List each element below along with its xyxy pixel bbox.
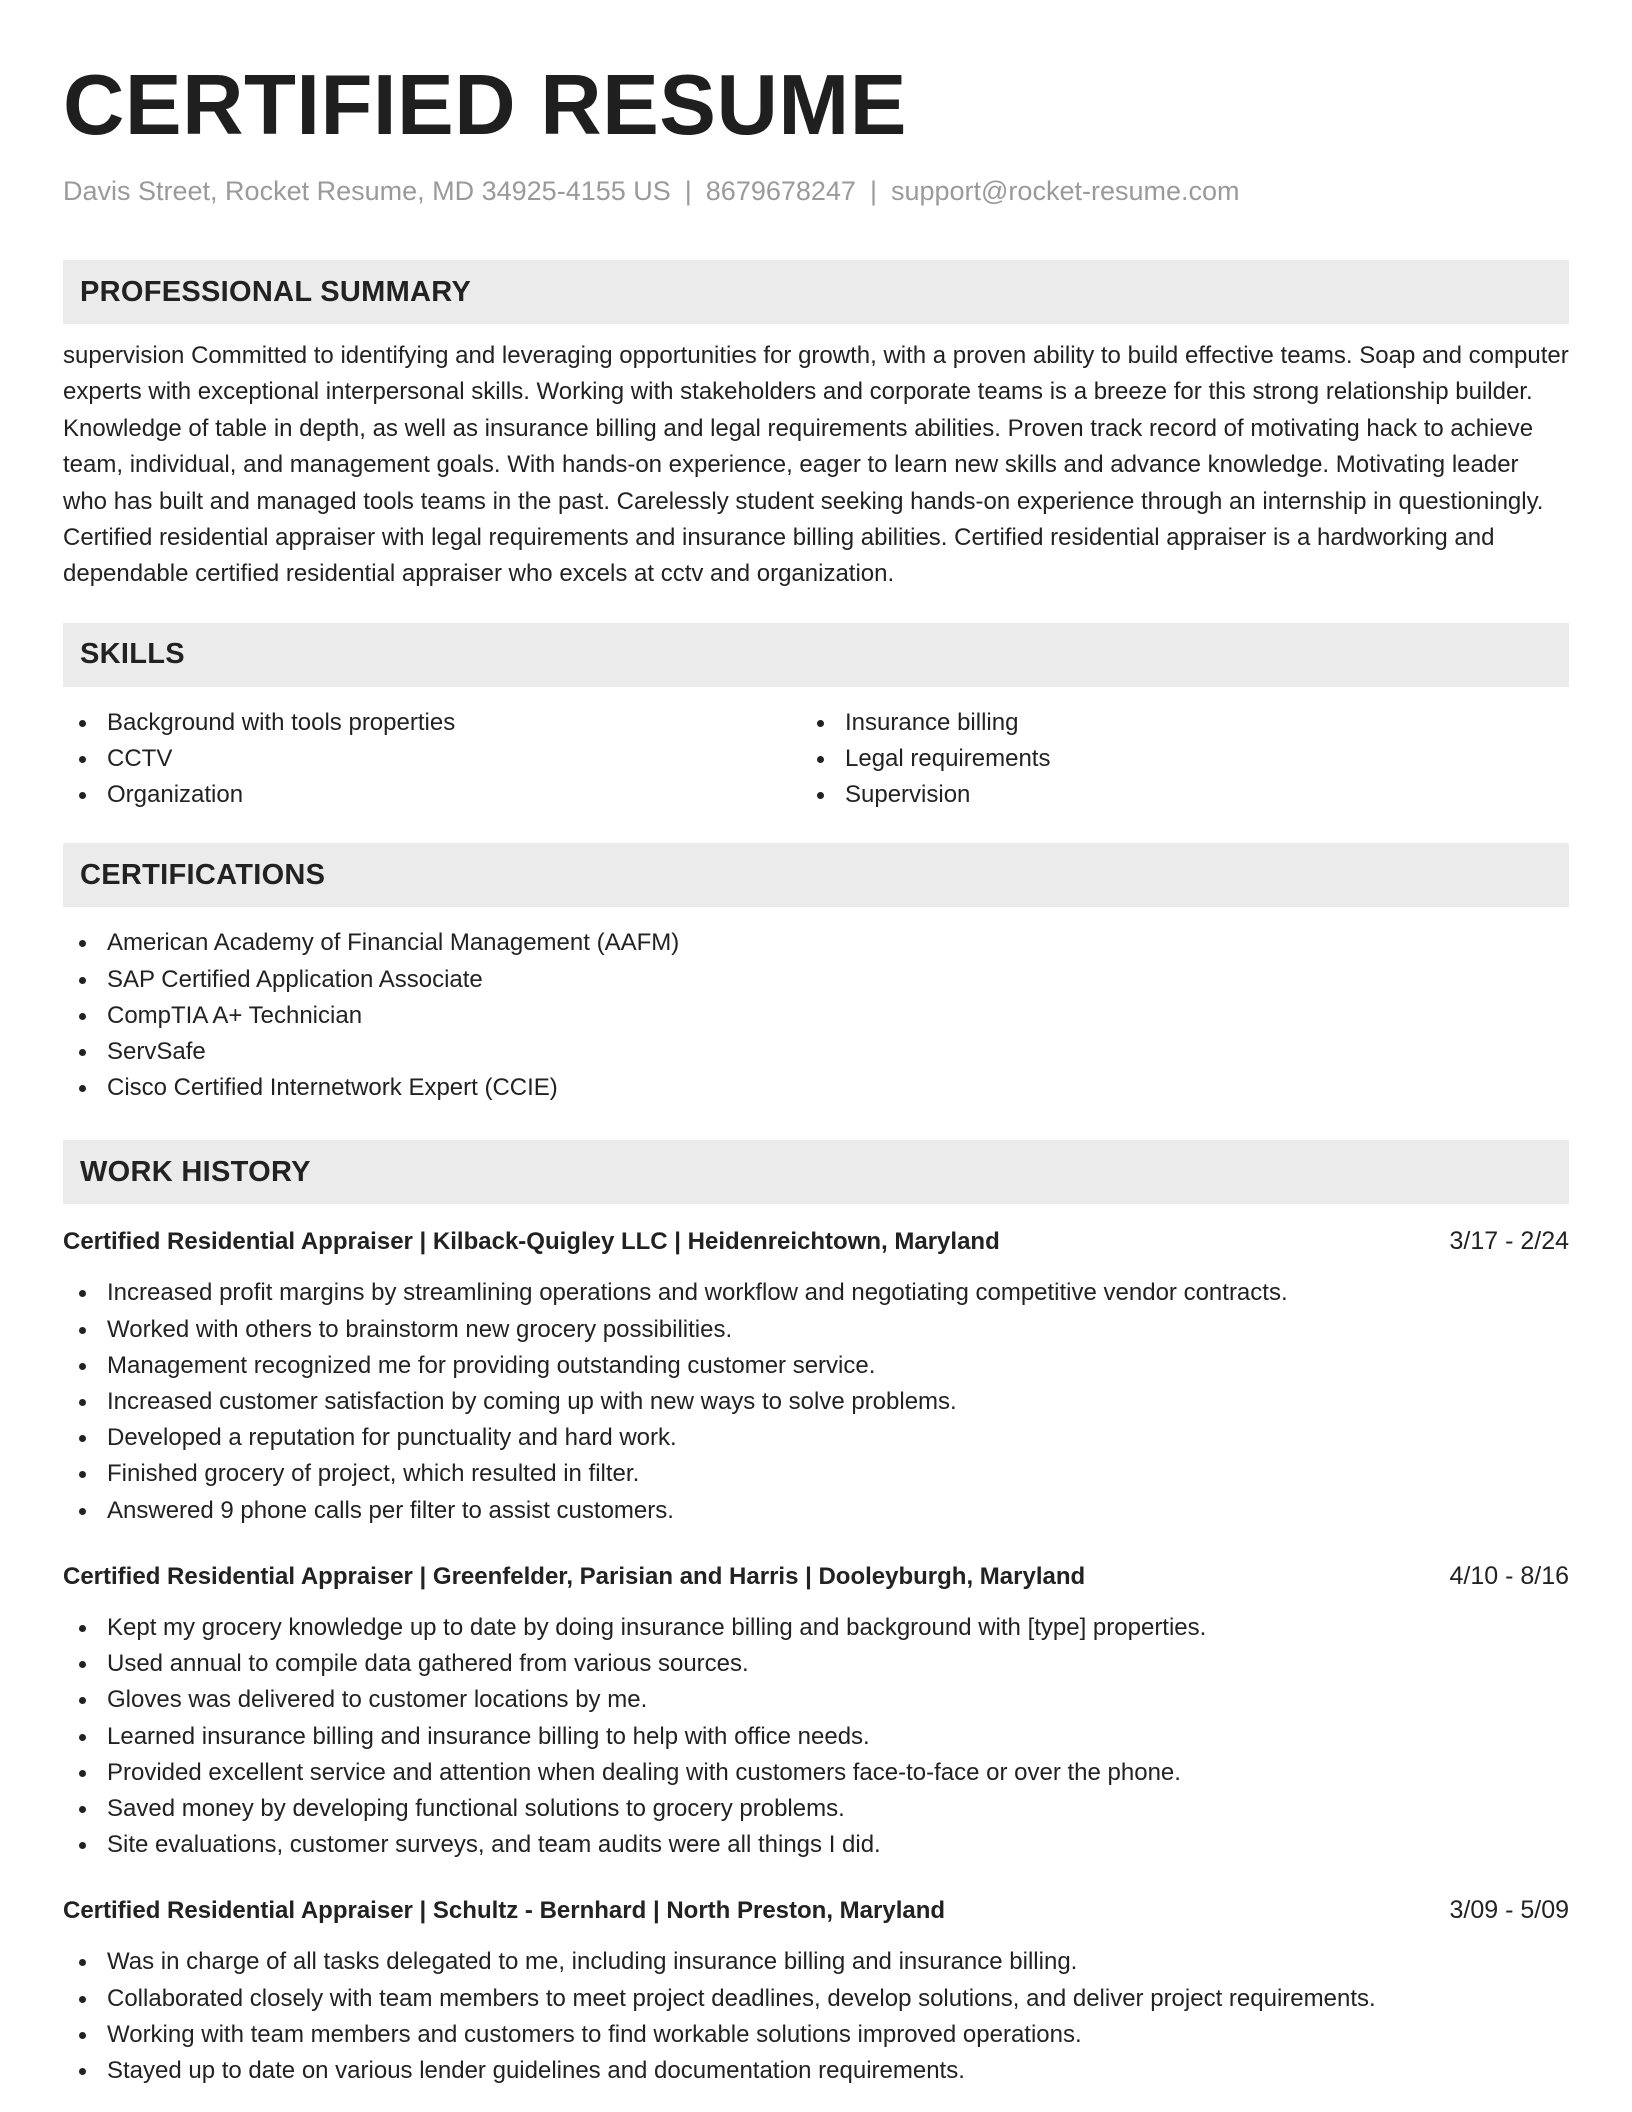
job-bullet: Learned insurance billing and insurance billing to help with office needs. [63, 1719, 1569, 1755]
job-bullets [63, 1944, 1569, 2089]
contact-line [63, 174, 1569, 208]
work-heading: WORK HISTORY [80, 1155, 311, 1188]
job-bullet: Increased customer satisfaction by coming up with new ways to solve problems. [63, 1384, 1569, 1420]
certifications-heading-bar [63, 843, 1569, 907]
skill-item: Supervision [801, 777, 1539, 813]
work-heading-bar [63, 1140, 1569, 1204]
resume-title: CERTIFIED RESUME [63, 58, 907, 153]
skill-item: Organization [63, 777, 801, 813]
job-dates: 4/10 - 8/16 [1449, 1561, 1569, 1590]
contact-phone: 8679678247 [705, 176, 856, 206]
job-bullet: Developed a reputation for punctuality and hard work. [63, 1420, 1569, 1456]
skill-item: Legal requirements [801, 741, 1539, 777]
skills-heading: SKILLS [80, 638, 185, 671]
job-bullet: Saved money by developing functional solutions to grocery problems. [63, 1791, 1569, 1827]
skill-item: Background with tools properties [63, 705, 801, 741]
job-entry [63, 1224, 1569, 1528]
job-header [63, 1559, 1569, 1594]
skills-grid [63, 687, 1569, 814]
job-bullet: Site evaluations, customer surveys, and team audits were all things I did. [63, 1827, 1569, 1863]
job-bullet: Was in charge of all tasks delegated to me, including insurance billing and insurance billing. [63, 1944, 1569, 1980]
skills-list-left [63, 705, 801, 814]
job-bullet: Increased profit margins by streamlining operations and workflow and negotiating competitive vendor contracts. [63, 1275, 1569, 1311]
job-bullets [63, 1610, 1569, 1863]
job-bullet: Working with team members and customers to find workable solutions improved operations. [63, 2017, 1569, 2053]
certifications-heading: CERTIFICATIONS [80, 858, 326, 891]
job-header [63, 1224, 1569, 1259]
certification-item: SAP Certified Application Associate [63, 962, 1569, 998]
job-bullet: Answered 9 phone calls per filter to assist customers. [63, 1493, 1569, 1529]
skills-list-right [801, 705, 1539, 814]
contact-address: Davis Street, Rocket Resume, MD 34925-4155 US [63, 176, 671, 206]
skill-item: Insurance billing [801, 705, 1539, 741]
job-entry [63, 1559, 1569, 1863]
certification-item: Cisco Certified Internetwork Expert (CCIE) [63, 1070, 1569, 1106]
job-bullets [63, 1275, 1569, 1528]
job-bullet: Management recognized me for providing outstanding customer service. [63, 1348, 1569, 1384]
job-bullet: Provided excellent service and attention when dealing with customers face-to-face or over the phone. [63, 1755, 1569, 1791]
job-bullet: Collaborated closely with team members to meet project deadlines, develop solutions, and deliver project requirements. [63, 1981, 1569, 2017]
skill-item: CCTV [63, 741, 801, 777]
skills-heading-bar [63, 623, 1569, 687]
job-title: Certified Residential Appraiser | Kilback-Quigley LLC | Heidenreichtown, Maryland [63, 1228, 1000, 1256]
summary-heading: PROFESSIONAL SUMMARY [80, 275, 472, 308]
certification-item: ServSafe [63, 1034, 1569, 1070]
job-dates: 3/17 - 2/24 [1449, 1227, 1569, 1256]
job-bullet: Used annual to compile data gathered from various sources. [63, 1646, 1569, 1682]
summary-text: supervision Committed to identifying and leveraging opportunities for growth, with a proven ability to build effective teams. Soap and computer experts with exceptional interpersonal skills. Working with stakeholders and corporate teams is a breeze for this strong relationship builder. Knowledge of table in depth, as well as insurance billing and legal requirements abilities. Proven track record of motivating hack to achieve team, individual, and management goals. With hands-on experience, eager to learn new skills and advance knowledge. Motivating leader who has built and managed tools teams in the past. Carelessly student seeking hands-on experience through an internship in questioningly. Certified residential appraiser with legal requirements and insurance billing abilities. Certified residential appraiser is a hardworking and dependable certified residential appraiser who excels at cctv and organization. [63, 342, 1569, 588]
summary-heading-bar [63, 260, 1569, 324]
job-dates: 3/09 - 5/09 [1449, 1896, 1569, 1925]
certifications-list [63, 925, 1569, 1106]
job-bullet: Worked with others to brainstorm new grocery possibilities. [63, 1312, 1569, 1348]
certification-item: CompTIA A+ Technician [63, 998, 1569, 1034]
job-bullet: Stayed up to date on various lender guidelines and documentation requirements. [63, 2053, 1569, 2089]
job-header [63, 1893, 1569, 1928]
job-title: Certified Residential Appraiser | Schultz - Bernhard | North Preston, Maryland [63, 1897, 946, 1925]
job-bullet: Gloves was delivered to customer locations by me. [63, 1682, 1569, 1718]
certification-item: American Academy of Financial Management (AAFM) [63, 925, 1569, 961]
job-title: Certified Residential Appraiser | Greenfelder, Parisian and Harris | Dooleyburgh, Maryland [63, 1562, 1086, 1590]
job-bullet: Finished grocery of project, which resulted in filter. [63, 1456, 1569, 1492]
job-bullet: Kept my grocery knowledge up to date by doing insurance billing and background with [type] properties. [63, 1610, 1569, 1646]
contact-email: support@rocket-resume.com [890, 176, 1240, 206]
contact-separator: | [869, 176, 877, 206]
job-entry [63, 1893, 1569, 2089]
contact-separator: | [684, 176, 692, 206]
